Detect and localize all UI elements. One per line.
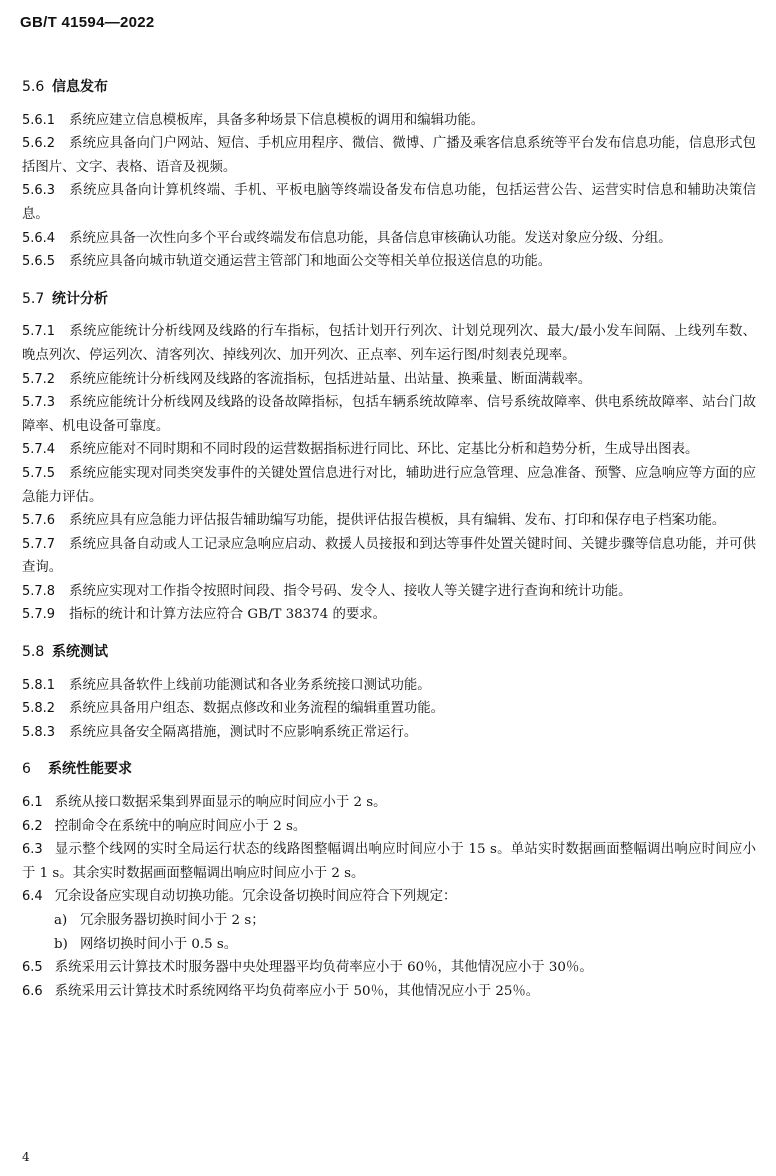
clause-number: 5.8.3 [22,724,56,740]
clause [22,721,756,745]
clause [22,956,756,980]
page-number: 4 [22,1150,30,1164]
list-item-marker: a) [54,913,68,928]
clause [22,980,756,1004]
list-item [54,909,756,933]
section-title: 系统测试 [52,644,108,661]
clause-number: 6.4 [22,889,43,905]
clause-number: 5.6.3 [22,183,56,199]
clause [22,179,756,226]
clause-number: 5.7.9 [22,607,56,623]
section-title: 统计分析 [52,290,108,307]
clause-number: 5.6.5 [22,254,56,270]
clause-number: 5.7.1 [22,324,56,340]
clause-text: 系统应具备向门户网站、短信、手机应用程序、微信、微博、广播及乘客信息系统等平台发布信息功能，信息形式包括图片、文字、表格、语音及视频。 [22,136,756,175]
clause [22,815,756,839]
clause [22,580,756,604]
clause-number: 5.7.2 [22,371,56,387]
clause [22,533,756,580]
clause-text: 系统应具备软件上线前功能测试和各业务系统接口测试功能。 [69,677,431,693]
section-5-7 [22,288,756,627]
list-item-text: 冗余服务器切换时间小于 2 s； [80,913,265,928]
clause-text: 系统采用云计算技术时服务器中央处理器平均负荷率应小于 60％，其他情况应小于 30％。 [54,960,593,976]
clause-number: 5.6.2 [22,136,56,152]
clause-text: 显示整个线网的实时全局运行状态的线路图整幅调出响应时间应小于 15 s。单站实时数据画面整幅调出响应时间应小于 1 s。其余实时数据画面整幅调出响应时间应小于 2 s。 [22,842,756,881]
clause [22,603,756,627]
clause-number: 6.1 [22,795,43,811]
document-body [22,76,756,1017]
clause-text: 控制命令在系统中的响应时间应小于 2 s。 [54,818,307,834]
clause-number: 5.8.1 [22,677,56,693]
clause-number: 6.2 [22,818,43,834]
clause-text: 系统应具备自动或人工记录应急响应启动、救援人员接报和到达等事件处置关键时间、关键步骤等信息功能，并可供查询。 [22,536,756,576]
clause-number: 5.7.7 [22,536,56,552]
clause [22,438,756,462]
clause-text: 冗余设备应实现自动切换功能。冗余设备切换时间应符合下列规定： [54,889,457,905]
clause-number: 6.5 [22,960,43,976]
clause [22,391,756,438]
clause-text: 系统应具备向城市轨道交通运营主管部门和地面公交等相关单位报送信息的功能。 [69,254,552,270]
list-item-text: 网络切换时间小于 0.5 s。 [80,936,238,952]
clause-text: 系统应具备一次性向多个平台或终端发布信息功能，具备信息审核确认功能。发送对象应分级、分组。 [69,230,672,246]
clause [22,462,756,509]
clause-text: 系统从接口数据采集到界面显示的响应时间应小于 2 s。 [54,795,387,811]
clause [22,132,756,179]
clause-text: 系统应具备安全隔离措施，测试时不应影响系统正常运行。 [69,724,418,740]
clause-number: 5.7.5 [22,465,56,481]
clause-number: 5.7.6 [22,513,56,529]
clause-number: 5.8.2 [22,701,56,717]
section-title: 信息发布 [52,79,108,95]
clause-number: 5.7.8 [22,583,56,599]
clause-text: 系统应能实现对同类突发事件的关键处置信息进行对比，辅助进行应急管理、应急准备、预警、应急响应等方面的应急能力评估。 [22,465,756,505]
section-number: 5.6 [22,79,45,95]
section-heading [22,288,756,312]
clause [22,791,756,815]
clause-text: 系统应能统计分析线网及线路的客流指标，包括进站量、出站量、换乘量、断面满载率。 [69,371,592,387]
list-item [54,933,756,957]
clause [22,320,756,367]
clause-number: 5.6.4 [22,230,56,246]
standard-number-header: GB/T 41594—2022 [20,14,155,31]
clause-text: 系统应能对不同时期和不同时段的运营数据指标进行同比、环比、定基比分析和趋势分析，生成导出图表。 [69,442,699,458]
clause-number: 5.7.4 [22,442,56,458]
clause-number: 5.7.3 [22,395,56,411]
clause-text: 系统采用云计算技术时系统网络平均负荷率应小于 50％，其他情况应小于 25％。 [54,983,540,999]
clause [22,697,756,721]
clause-text: 系统应具有应急能力评估报告辅助编写功能，提供评估报告模板，具有编辑、发布、打印和保存电子档案功能。 [69,513,726,529]
clause [22,109,756,133]
clause [22,250,756,274]
chapter-title: 系统性能要求 [48,761,132,778]
clause-text: 系统应能统计分析线网及线路的设备故障指标，包括车辆系统故障率、信号系统故障率、供电系统故障率、站台门故障率、机电设备可靠度。 [22,395,756,434]
section-heading [22,76,756,100]
clause-text: 系统应具备用户组态、数据点修改和业务流程的编辑重置功能。 [69,701,445,717]
chapter-number: 6 [22,761,31,778]
clause-text: 系统应建立信息模板库，具备多种场景下信息模板的调用和编辑功能。 [69,112,485,128]
clause-number: 6.3 [22,842,43,858]
section-5-8 [22,641,756,744]
clause [22,674,756,698]
clause [22,509,756,533]
list-item-marker: b) [54,936,68,952]
clause-text: 系统应实现对工作指令按照时间段、指令号码、发令人、接收人等关键字进行查询和统计功能。 [69,583,632,599]
chapter-6 [22,758,756,1003]
clause [22,838,756,885]
clause-text: 系统应能统计分析线网及线路的行车指标，包括计划开行列次、计划兑现列次、最大/最小发车间隔、上线列车数、晚点列次、停运列次、清客列次、掉线列次、加开列次、正点率、列车运行图/时刻表兑现率。 [22,324,756,363]
clause-text: 系统应具备向计算机终端、手机、平板电脑等终端设备发布信息功能，包括运营公告、运营实时信息和辅助决策信息。 [22,183,756,222]
clause [22,885,756,909]
clause [22,368,756,392]
section-number: 5.7 [22,290,45,307]
section-5-6 [22,76,756,274]
clause-number: 6.6 [22,983,43,999]
clause-text: 指标的统计和计算方法应符合 GB/T 38374 的要求。 [69,607,387,623]
chapter-heading [22,758,756,782]
clause [22,227,756,251]
section-heading [22,641,756,665]
section-number: 5.8 [22,644,45,661]
clause-number: 5.6.1 [22,112,56,128]
